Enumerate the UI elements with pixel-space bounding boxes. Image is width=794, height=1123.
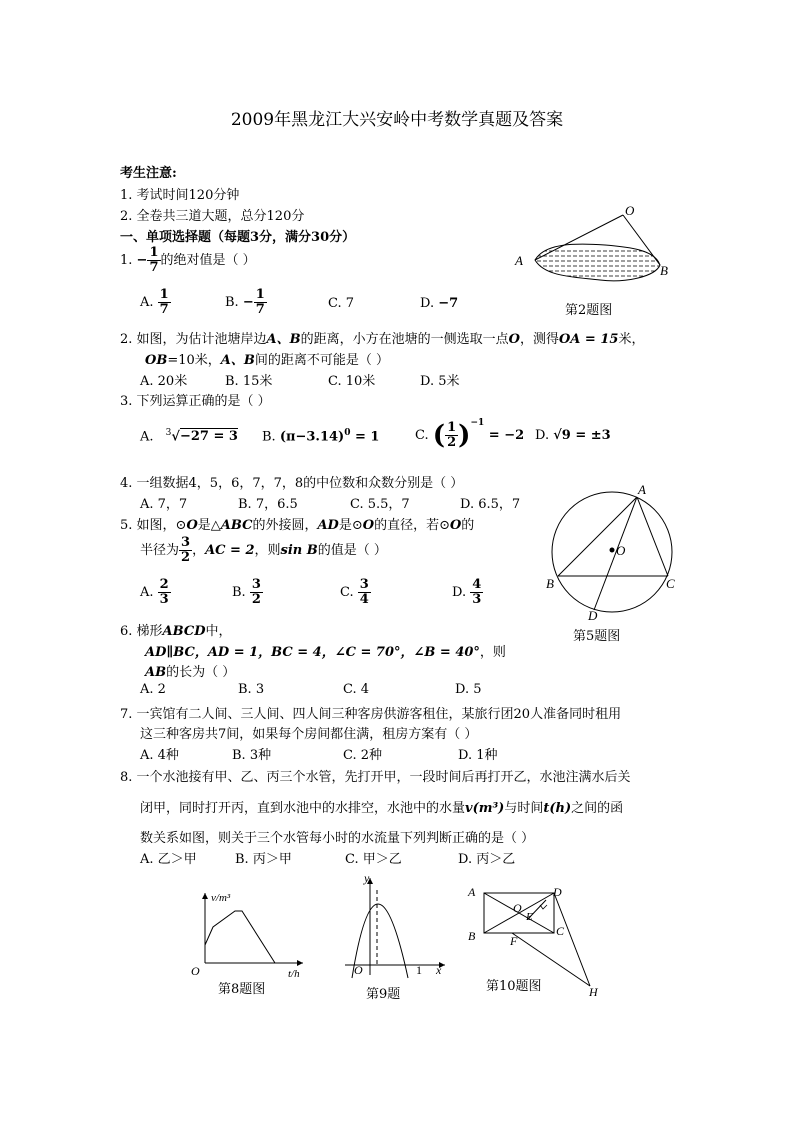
q4-option-d: D. 6.5，7	[460, 497, 521, 512]
q4-option-c: C. 5.5，7	[350, 497, 410, 512]
question-6-line-2: AD∥BC，AD = 1，BC = 4，∠C = 70°，∠B = 40°，则	[145, 645, 506, 660]
x-label: x	[436, 963, 442, 977]
volume-curve	[205, 911, 275, 963]
q5-option-a: A. $\frac{2}{3}$	[140, 577, 169, 607]
q3-option-c: C. ( $\frac{1}{2}$ )$^{-1}$ = −2	[415, 418, 525, 451]
q7-option-d: D. 1种	[458, 748, 498, 763]
question-4: 4. 一组数据4，5，6，7，7，8的中位数和众数分别是（ ）	[120, 476, 464, 491]
label-a: A	[638, 482, 646, 497]
question-7-line-1: 7. 一宾馆有二人间、三人间、四人间三种客房供游客租住，某旅行团20人准备同时租用	[120, 707, 622, 722]
question-1: 1. − $\frac{1}{7}$ 的绝对值是（ ）	[120, 245, 256, 275]
figure-8-caption: 第8题图	[218, 982, 266, 997]
question-7-line-2: 这三种客房共7间，如果每个房间都住满，租房方案有（ ）	[140, 727, 478, 742]
section-heading: 一、单项选择题（每题3分，满分30分）	[120, 230, 356, 245]
label-b: B	[468, 929, 476, 943]
question-8-line-1: 8. 一个水池接有甲、乙、丙三个水管，先打开甲，一段时间后再打开乙，水池注满水后关	[120, 770, 631, 785]
x-axis-label: t/h	[288, 968, 300, 980]
figure-8-graph	[185, 885, 310, 980]
figure-2-pond	[505, 195, 685, 295]
q1-option-a: A. $\frac{1}{7}$	[140, 287, 169, 317]
q8-option-b: B. 丙＞甲	[235, 852, 292, 867]
figure-9-caption: 第9题	[366, 987, 401, 1002]
figure-5-circle	[540, 480, 690, 625]
notice-item-1: 1. 考试时间120分钟	[120, 188, 240, 203]
q2-option-c: C. 10米	[328, 374, 376, 389]
q1-frac-den: 7	[149, 260, 159, 275]
q7-option-b: B. 3种	[232, 748, 272, 763]
y-axis-label: v/m³	[211, 892, 231, 904]
question-3: 3. 下列运算正确的是（ ）	[120, 394, 271, 409]
q1-option-c: C. 7	[328, 296, 355, 311]
label-o: O	[625, 203, 635, 218]
q6-option-c: C. 4	[343, 682, 370, 697]
label-h: H	[589, 985, 598, 999]
line-dh	[554, 893, 590, 986]
q4-option-a: A. 7，7	[140, 497, 188, 512]
q4-option-b: B. 7，6.5	[238, 497, 298, 512]
pond-outline	[535, 244, 660, 281]
origin-label: O	[354, 963, 363, 977]
notice-item-2: 2. 全卷共三道大题，总分120分	[120, 209, 305, 224]
label-b: B	[660, 263, 668, 278]
label-c: C	[666, 576, 675, 591]
label-c: C	[556, 924, 565, 938]
label-f: F	[510, 934, 518, 948]
q1-number: 1.	[120, 253, 133, 268]
q1-option-b: B. − $\frac{1}{7}$	[225, 287, 265, 317]
label-b: B	[546, 576, 554, 591]
origin-label: O	[191, 964, 200, 978]
question-6-line-1: 6. 梯形ABCD中，	[120, 624, 232, 639]
q3-option-b: B. $(\pi-3.14)^0 = 1$	[262, 428, 380, 445]
q3-option-a: A. $^3$√−27 = 3	[140, 428, 238, 445]
label-e: E	[526, 911, 533, 923]
q7-option-c: C. 2种	[343, 748, 383, 763]
q6-option-d: D. 5	[455, 682, 482, 697]
q2-option-a: A. 20米	[140, 374, 188, 389]
q5-option-d: D. $\frac{4}{3}$	[452, 577, 482, 607]
segment-ac	[637, 497, 668, 576]
q6-option-b: B. 3	[238, 682, 265, 697]
question-6-line-3: AB的长为（ ）	[145, 665, 236, 680]
label-o: O	[616, 543, 626, 558]
notice-heading: 考生注意:	[120, 166, 177, 181]
question-5-line-1: 5. 如图，⊙O是△ABC的外接圆，AD是⊙O的直径，若⊙O的	[120, 518, 475, 533]
q8-option-c: C. 甲＞乙	[345, 852, 402, 867]
figure-10-caption: 第10题图	[486, 979, 542, 994]
y-label: y	[364, 871, 370, 885]
label-a: A	[468, 885, 476, 899]
q6-option-a: A. 2	[140, 682, 166, 697]
q3-option-d: D. √9 = ±3	[535, 428, 611, 443]
q1-frac-num: 1	[149, 245, 159, 260]
label-o: O	[513, 901, 522, 915]
q5-option-b: B. $\frac{3}{2}$	[232, 577, 261, 607]
question-2-line-1: 2. 如图，为估计池塘岸边A、B的距离，小方在池塘的一侧选取一点O，测得OA = 15米，	[120, 332, 645, 347]
label-a: A	[515, 253, 523, 268]
q1-option-d: D. −7	[420, 296, 459, 311]
page-title: 2009年黑龙江大兴安岭中考数学真题及答案	[230, 110, 564, 130]
q2-option-d: D. 5米	[420, 374, 460, 389]
q7-option-a: A. 4种	[140, 748, 179, 763]
q5-option-c: C. $\frac{3}{4}$	[340, 577, 369, 607]
q2-option-b: B. 15米	[225, 374, 273, 389]
figure-5-caption: 第5题图	[573, 629, 621, 644]
q8-option-a: A. 乙＞甲	[140, 852, 197, 867]
q8-option-d: D. 丙＞乙	[458, 852, 516, 867]
question-8-line-3: 数关系如图，则关于三个水管每小时的水流量下列判断正确的是（ ）	[140, 831, 535, 846]
question-2-line-2: OB=10米，A、B间的距离不可能是（ ）	[145, 353, 389, 368]
label-d: D	[588, 608, 598, 623]
figure-9-parabola	[340, 870, 450, 980]
q1-stem: 的绝对值是（ ）	[160, 253, 256, 268]
center-point	[610, 548, 615, 553]
tick-one: 1	[416, 963, 422, 977]
question-5-line-2: 半径为 $\frac{3}{2}$ ，AC = 2，则sin B的值是（ ）	[140, 535, 387, 565]
question-8-line-2: 闭甲，同时打开丙，直到水池中的水排空，水池中的水量v(m³)与时间t(h)之间的函	[140, 801, 624, 816]
figure-2-caption-text: 第2题图	[565, 303, 613, 318]
label-d: D	[553, 885, 562, 899]
